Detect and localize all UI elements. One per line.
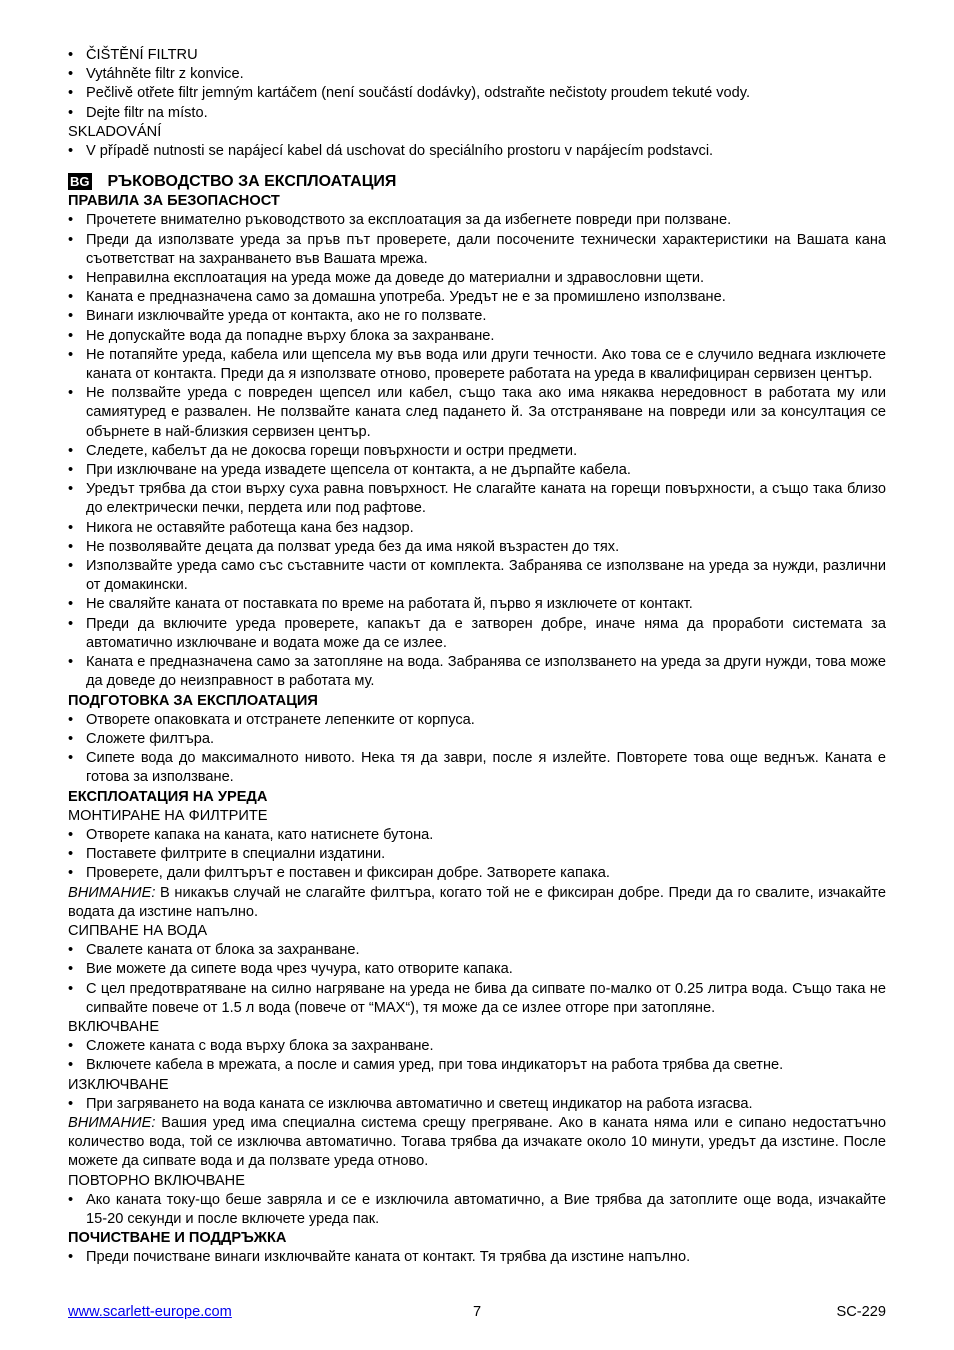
list-item: • Прочетете внимателно ръководството за експлоатация за да избегнете повреди при ползване. [68,211,886,230]
filter-title: МОНТИРАНЕ НА ФИЛТРИТЕ [68,807,268,824]
repeat-title: ПОВТОРНО ВКЛЮЧВАНЕ [68,1172,245,1189]
clean-title: ПОЧИСТВАНЕ И ПОДДРЪЖКА [68,1230,287,1247]
safety-list [68,211,886,691]
note-label: ВНИМАНИЕ: [68,1114,156,1131]
list-item: • Dejte filtr na místo. [68,104,886,123]
list-item: • Vytáhněte filtr z konvice. [68,65,886,84]
list-item: • ČIŠTĚNÍ FILTRU [68,46,886,65]
prep-list [68,711,886,788]
list-item: • Уредът трябва да стои върху суха равна повърхност. Не слагайте каната на горещи повърхности, а също така близо до електрически печки, пердета или под рафтове. [68,480,886,518]
note-label: ВНИМАНИЕ: [68,884,156,901]
list-item: • Включете кабела в мрежата, а после и самия уред, при това индикаторът на работа трябва да светне. [68,1056,886,1075]
note-text: В никакъв случай не слагайте филтъра, когато той не е фиксиран добре. Преди да го свалите, изчакайте водата да изстине напълно. [68,884,886,920]
list-item: • Свалете каната от блока за захранване. [68,941,886,960]
list-item: • Никога не оставяйте работеща кана без надзор. [68,519,886,538]
page-number: 7 [472,1304,482,1320]
list-item: • Не сваляйте каната от поставката по време на работата й, първо я изключете от контакт. [68,595,886,614]
list-item: • Каната е предназначена само за домашна употреба. Уредът не е за промишлено използване. [68,288,886,307]
list-item: • Неправилна експлоатация на уреда може да доведе до материални и здравословни щети. [68,269,886,288]
list-item: • Винаги изключвайте уреда от контакта, ако не го ползвате. [68,307,886,326]
list-item: • Не позволявайте децата да ползват уреда без да има някой възрастен до тях. [68,538,886,557]
list-item: • Pečlivě otřete filtr jemným kartáčem (není součástí dodávky), odstraňte nečistoty proudem tekuté vody. [68,84,886,103]
safety-title: ПРАВИЛА ЗА БЕЗОПАСНОСТ [68,193,280,210]
on-list [68,1037,886,1075]
list-item: • Не потапяйте уреда, кабела или щепсела му във вода или други течности. Ако това се е случило веднага изключете каната от контакта. Преди да я използвате отново, проверете работата на уреда в квалифициран сервизен център. [68,346,886,384]
clean-list [68,1248,886,1267]
note-text: Вашия уред има специална система срещу прегряване. Ако в каната няма или е сипано недостатъчно количество вода, той се изключва автоматично. Тогава трябва да изчакате около 10 минути, уредът да изстине. После можете да сипвате вода и да ползвате уреда отново. [68,1114,886,1170]
list-item: • V případě nutnosti se napájecí kabel dá uschovat do speciálního prostoru v napájecím podstavci. [68,142,886,161]
list-item: • Сложете каната с вода върху блока за захранване. [68,1037,886,1056]
list-item: • Отворете капака на каната, като натиснете бутона. [68,826,886,845]
cz-storage-title: SKLADOVÁNÍ [68,123,162,140]
list-item: • Преди да включите уреда проверете, капакът да е затворен добре, иначе няма да проработи системата за автоматично изключване и водата може да се излее. [68,615,886,653]
page-footer [68,1303,886,1322]
operation-title: ЕКСПЛОАТАЦИЯ НА УРЕДА [68,788,268,805]
document-page [68,46,886,1268]
off-title: ИЗКЛЮЧВАНЕ [68,1076,169,1093]
cz-list-2 [68,142,886,161]
water-list [68,941,886,1018]
list-item: • При изключване на уреда извадете щепсела от контакта, а не дърпайте кабела. [68,461,886,480]
list-item: • Не ползвайте уреда с повреден щепсел или кабел, също така ако има някаква нередовност в работата му или самиятуред е развален. Не ползвайте каната след падането й. За отстраняване на повреди или за консултация се обърнете в най-близкия сервизен център. [68,384,886,442]
model-number: SC-229 [836,1304,886,1320]
list-item: • Поставете филтрите в специални издатини. [68,845,886,864]
cz-list-1 [68,46,886,123]
list-item: • Използвайте уреда само със съставните части от комплекта. Забранява се използване на уреда за нужди, различни от домакински. [68,557,886,595]
overheat-note [68,1114,886,1172]
list-item: • С цел предотвратяване на силно нагряване на уреда не бива да сипвате по-малко от 0.25 литра вода. Също така не сипвайте повече от 1.5 л вода (повече от “MAX“), тя може да се излее отгоре при затопляне. [68,980,886,1018]
filter-list [68,826,886,884]
list-item: • Проверете, дали филтърът е поставен и фиксиран добре. Затворете капака. [68,864,886,883]
list-item: • Сложете филтъра. [68,730,886,749]
list-item: • Не допускайте вода да попадне върху блока за захранване. [68,327,886,346]
list-item: • Преди да използвате уреда за пръв път проверете, дали посочените технически характеристики на Вашата кана съответстват на захранването във Вашата мрежа. [68,231,886,269]
bg-language-badge: BG [70,174,90,190]
repeat-list [68,1191,886,1229]
list-item: • Вие можете да сипете вода чрез чучура, като отворите капака. [68,960,886,979]
water-title: СИПВАНЕ НА ВОДА [68,922,208,939]
filter-note [68,884,886,922]
off-list [68,1095,886,1114]
bg-section-heading [68,171,886,192]
prep-title: ПОДГОТОВКА ЗА ЕКСПЛОАТАЦИЯ [68,692,318,709]
list-item: • Ако каната току-що беше завряла и се е изключила автоматично, а Вие трябва да затоплите още вода, изчакайте 15-20 секунди и после включете уреда пак. [68,1191,886,1229]
list-item: • Отворете опаковката и отстранете лепенките от корпуса. [68,711,886,730]
website-link[interactable]: www.scarlett-europe.com [68,1304,232,1320]
list-item: • При загряването на вода каната се изключва автоматично и светещ индикатор на работа изгасва. [68,1095,886,1114]
list-item: • Сипете вода до максималното нивото. Нека тя да заври, после я излейте. Повторете това още веднъж. Каната е готова за използване. [68,749,886,787]
list-item: • Следете, кабелът да не докосва горещи повърхности и остри предмети. [68,442,886,461]
list-item: • Преди почистване винаги изключвайте каната от контакт. Тя трябва да изстине напълно. [68,1248,886,1267]
list-item: • Каната е предназначена само за затопляне на вода. Забранява се използването на уреда за други нужди, това може да доведе до неизправност в работата му. [68,653,886,691]
on-title: ВКЛЮЧВАНЕ [68,1018,160,1035]
bg-manual-title: РЪКОВОДСТВО ЗА ЕКСПЛОАТАЦИЯ [107,173,397,191]
